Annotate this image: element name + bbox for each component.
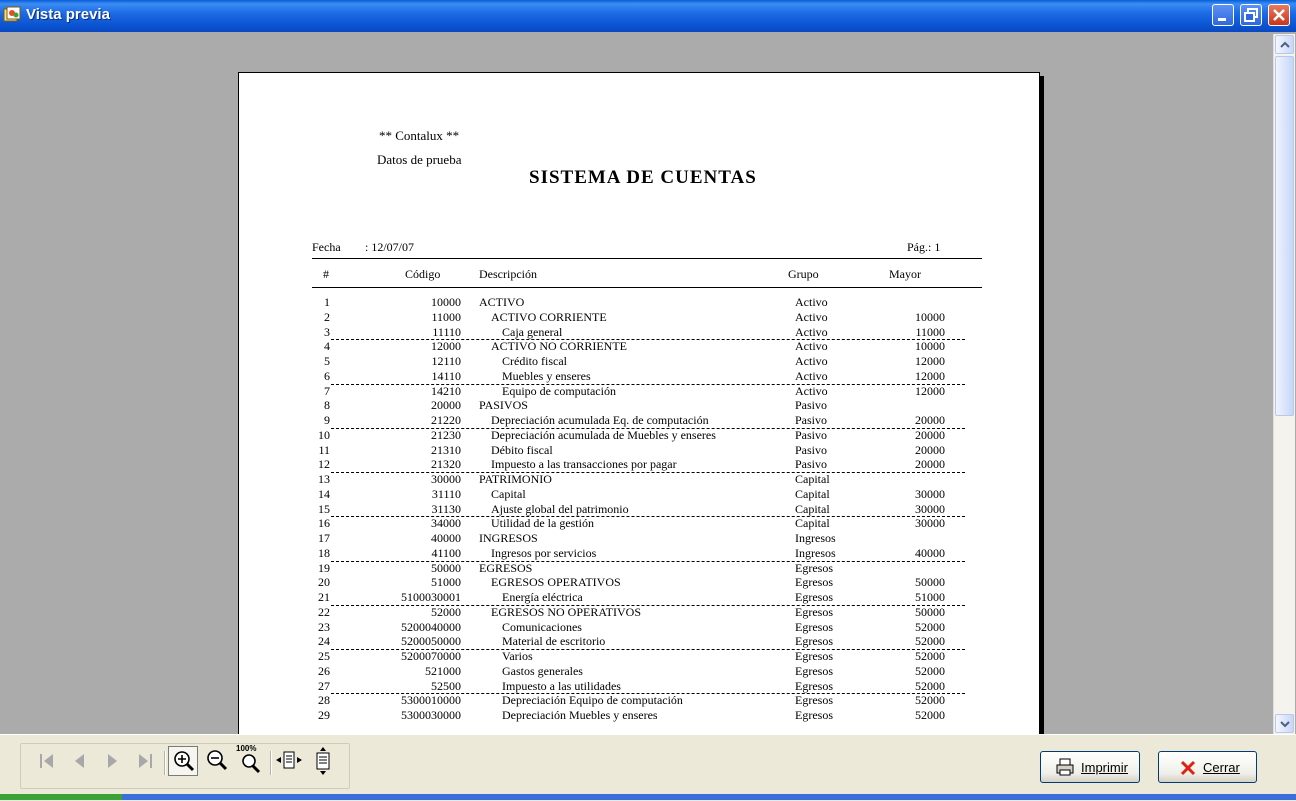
restore-icon	[1241, 5, 1261, 25]
last-page-icon	[130, 746, 160, 776]
toolbar-separator	[270, 751, 272, 775]
table-row	[239, 369, 1039, 384]
next-page-button[interactable]	[98, 746, 128, 776]
row-num: 26	[318, 663, 330, 678]
row-descripcion: Capital	[491, 486, 526, 501]
row-descripcion: Depreciación Equipo de computación	[502, 693, 683, 708]
row-descripcion: Ajuste global del patrimonio	[491, 501, 629, 516]
page-number: Pág.: 1	[907, 240, 941, 254]
table-row	[239, 354, 1039, 369]
row-grupo: Pasivo	[795, 413, 828, 427]
table-row	[239, 693, 1039, 708]
row-num: 15	[318, 501, 330, 516]
row-codigo: 5300010000	[401, 693, 461, 708]
table-row	[239, 590, 1039, 605]
previous-page-icon	[64, 746, 94, 776]
preview-area[interactable]	[0, 32, 1296, 734]
row-num: 11	[318, 442, 330, 457]
row-grupo: Activo	[795, 339, 828, 354]
row-num: 23	[318, 619, 330, 634]
row-descripcion: Depreciación Muebles y enseres	[502, 708, 658, 722]
row-descripcion: Depreciación acumulada de Muebles y enseres	[491, 427, 716, 442]
start-strip	[0, 794, 122, 800]
row-codigo: 40000	[431, 531, 461, 545]
row-grupo: Capital	[795, 501, 830, 516]
row-mayor: 52000	[915, 634, 945, 649]
table-row	[239, 649, 1039, 664]
row-grupo: Pasivo	[795, 442, 828, 457]
row-grupo: Activo	[795, 309, 828, 324]
row-codigo: 34000	[431, 516, 461, 531]
row-mayor: 52000	[915, 708, 945, 722]
zoom-100-button[interactable]	[236, 746, 266, 776]
window-title: Vista previa	[26, 6, 110, 23]
minimize-icon	[1213, 5, 1233, 25]
row-codigo: 21320	[431, 457, 461, 472]
row-grupo: Egresos	[795, 663, 833, 678]
table-row	[239, 413, 1039, 428]
row-grupo: Pasivo	[795, 398, 828, 413]
row-descripcion: Ingresos por servicios	[491, 545, 597, 560]
row-codigo: 11110	[432, 324, 461, 339]
row-codigo: 5300030000	[401, 708, 461, 722]
row-num: 1	[324, 295, 330, 309]
row-num: 12	[318, 457, 330, 472]
row-grupo: Capital	[795, 472, 830, 486]
row-codigo: 521000	[425, 663, 461, 678]
zoom-out-button[interactable]	[202, 746, 232, 776]
print-button[interactable]	[1040, 751, 1140, 783]
row-codigo: 5200070000	[401, 649, 461, 663]
table-row	[239, 605, 1039, 620]
row-grupo: Egresos	[795, 708, 833, 722]
vertical-scrollbar[interactable]	[1273, 34, 1295, 734]
date-label: Fecha	[312, 240, 341, 254]
row-num: 20	[318, 575, 330, 590]
row-grupo: Pasivo	[795, 457, 828, 472]
row-mayor: 11000	[915, 324, 945, 339]
row-descripcion: PATRIMONIO	[479, 472, 552, 486]
row-codigo: 20000	[431, 398, 461, 413]
row-mayor: 12000	[915, 368, 945, 383]
previous-page-button[interactable]	[64, 746, 94, 776]
row-grupo: Activo	[795, 295, 828, 309]
row-mayor: 52000	[915, 619, 945, 634]
row-num: 27	[318, 678, 330, 693]
row-codigo: 5100030001	[401, 590, 461, 604]
preview-toolbar	[0, 734, 1296, 801]
row-codigo: 52000	[431, 604, 461, 619]
row-codigo: 12110	[431, 354, 461, 368]
last-page-button[interactable]	[130, 746, 160, 776]
report-page	[238, 72, 1040, 734]
header-top-rule	[312, 258, 982, 259]
row-descripcion: Energía eléctrica	[502, 590, 583, 604]
row-descripcion: ACTIVO CORRIENTE	[491, 309, 607, 324]
column-header-num: #	[323, 267, 329, 281]
row-mayor: 30000	[915, 501, 945, 516]
column-header-mayor: Mayor	[889, 267, 921, 281]
row-num: 28	[318, 693, 330, 708]
zoom-100-label: 100%	[236, 744, 257, 753]
row-mayor: 50000	[915, 575, 945, 590]
row-grupo: Egresos	[795, 619, 833, 634]
row-num: 4	[324, 339, 330, 354]
row-descripcion: Gastos generales	[502, 663, 583, 678]
row-codigo: 50000	[431, 560, 461, 575]
row-descripcion: INGRESOS	[479, 531, 538, 545]
column-header-descripcion: Descripción	[479, 267, 537, 281]
fit-height-button[interactable]	[308, 746, 338, 776]
table-row	[239, 546, 1039, 561]
zoom-in-button[interactable]	[168, 746, 198, 776]
row-grupo: Capital	[795, 516, 830, 531]
table-row	[239, 487, 1039, 502]
column-header-grupo: Grupo	[788, 267, 819, 281]
row-grupo: Egresos	[795, 649, 833, 663]
row-num: 25	[318, 649, 330, 663]
row-num: 9	[324, 413, 330, 427]
header-bottom-rule	[312, 287, 982, 288]
table-row	[239, 384, 1039, 399]
row-descripcion: Débito fiscal	[491, 442, 553, 457]
row-descripcion: EGRESOS OPERATIVOS	[491, 575, 621, 590]
report-title: SISTEMA DE CUENTAS	[529, 167, 757, 188]
title-bar[interactable]	[0, 0, 1296, 32]
scroll-thumb[interactable]	[1275, 56, 1294, 416]
close-button[interactable]	[1158, 751, 1257, 783]
toolbar-separator	[164, 751, 166, 775]
row-grupo: Ingresos	[795, 545, 836, 560]
row-mayor: 10000	[915, 339, 945, 354]
row-descripcion: EGRESOS NO OPERATIVOS	[491, 604, 642, 619]
minimize-button[interactable]	[1212, 4, 1234, 26]
row-grupo: Capital	[795, 486, 830, 501]
table-row	[239, 428, 1039, 443]
row-descripcion: ACTIVO NO CORRIENTE	[491, 339, 627, 354]
row-num: 19	[318, 560, 330, 575]
row-codigo: 14110	[431, 368, 461, 383]
table-row	[239, 708, 1039, 723]
row-grupo: Egresos	[795, 678, 833, 693]
first-page-icon	[32, 746, 62, 776]
zoom-out-icon	[202, 746, 232, 776]
company-name: ** Contalux **	[379, 128, 460, 143]
next-page-icon	[98, 746, 128, 776]
row-mayor: 52000	[915, 693, 945, 708]
row-num: 22	[318, 604, 330, 619]
fit-height-icon	[308, 746, 338, 776]
row-codigo: 5200040000	[401, 619, 461, 634]
table-row	[239, 679, 1039, 694]
row-grupo: Activo	[795, 368, 828, 383]
table-row	[239, 398, 1039, 413]
row-num: 13	[318, 472, 330, 486]
row-descripcion: Varios	[502, 649, 533, 663]
close-icon	[1269, 5, 1289, 25]
row-codigo: 30000	[431, 472, 461, 486]
row-grupo: Egresos	[795, 560, 833, 575]
row-descripcion: Material de escritorio	[502, 634, 606, 649]
row-mayor: 40000	[915, 545, 945, 560]
table-row	[239, 620, 1039, 635]
row-num: 16	[318, 516, 330, 531]
row-codigo: 31130	[431, 501, 461, 516]
row-descripcion: Impuesto a las utilidades	[502, 678, 621, 693]
fit-width-icon	[274, 746, 304, 776]
taskbar-strip	[0, 794, 1296, 800]
row-num: 14	[318, 486, 330, 501]
row-descripcion: Muebles y enseres	[502, 368, 591, 383]
row-mayor: 20000	[915, 413, 945, 427]
row-mayor: 10000	[915, 309, 945, 324]
zoom-in-icon	[169, 747, 199, 777]
row-descripcion: Equipo de computación	[502, 383, 616, 398]
table-row	[239, 502, 1039, 517]
row-descripcion: Comunicaciones	[502, 619, 582, 634]
restore-button[interactable]	[1240, 4, 1262, 26]
date-value: : 12/07/07	[365, 240, 415, 254]
table-row	[239, 325, 1039, 340]
row-num: 5	[324, 354, 330, 368]
row-num: 24	[318, 634, 330, 649]
scroll-down-button[interactable]	[1275, 714, 1294, 733]
accounts-table	[239, 295, 1039, 723]
first-page-button[interactable]	[32, 746, 62, 776]
row-mayor: 52000	[915, 649, 945, 663]
row-num: 29	[318, 708, 330, 722]
table-row	[239, 472, 1039, 487]
table-row	[239, 516, 1039, 531]
row-descripcion: EGRESOS	[479, 560, 533, 575]
row-codigo: 10000	[431, 295, 461, 309]
row-mayor: 52000	[915, 663, 945, 678]
arrow-down-icon	[1280, 720, 1290, 728]
row-num: 8	[324, 398, 330, 413]
table-row	[239, 561, 1039, 576]
row-mayor: 30000	[915, 516, 945, 531]
row-descripcion: Depreciación acumulada Eq. de computación	[491, 413, 709, 427]
row-mayor: 12000	[915, 383, 945, 398]
row-descripcion: Utilidad de la gestión	[491, 516, 594, 531]
table-row	[239, 457, 1039, 472]
row-num: 2	[324, 309, 330, 324]
printer-icon	[1055, 757, 1075, 777]
row-num: 21	[318, 590, 330, 604]
table-row	[239, 531, 1039, 546]
row-grupo: Egresos	[795, 604, 833, 619]
app-icon	[3, 6, 21, 24]
table-row	[239, 443, 1039, 458]
close-window-button[interactable]	[1268, 4, 1290, 26]
row-grupo: Egresos	[795, 693, 833, 708]
row-codigo: 41100	[431, 545, 461, 560]
row-mayor: 30000	[915, 486, 945, 501]
row-mayor: 52000	[915, 678, 945, 693]
column-header-codigo: Código	[405, 267, 441, 281]
table-row	[239, 664, 1039, 679]
row-descripcion: Caja general	[502, 324, 563, 339]
row-grupo: Egresos	[795, 575, 833, 590]
row-descripcion: PASIVOS	[479, 398, 528, 413]
table-row	[239, 339, 1039, 354]
dataset-name: Datos de prueba	[377, 152, 462, 167]
row-num: 6	[324, 368, 330, 383]
row-mayor: 20000	[915, 442, 945, 457]
row-grupo: Pasivo	[795, 427, 828, 442]
row-codigo: 21230	[431, 427, 461, 442]
row-codigo: 12000	[431, 339, 461, 354]
row-codigo: 51000	[431, 575, 461, 590]
table-row	[239, 295, 1039, 310]
row-grupo: Activo	[795, 324, 828, 339]
row-grupo: Activo	[795, 354, 828, 368]
close-x-icon	[1179, 759, 1197, 777]
row-mayor: 51000	[915, 590, 945, 604]
row-codigo: 14210	[431, 383, 461, 398]
row-codigo: 21310	[431, 442, 461, 457]
arrow-up-icon	[1280, 41, 1290, 49]
fit-width-button[interactable]	[274, 746, 304, 776]
row-mayor: 12000	[915, 354, 945, 368]
row-descripcion: ACTIVO	[479, 295, 525, 309]
close-button-label: Cerrar	[1203, 760, 1240, 775]
row-grupo: Egresos	[795, 590, 833, 604]
row-num: 17	[318, 531, 330, 545]
row-codigo: 52500	[431, 678, 461, 693]
row-num: 10	[318, 427, 330, 442]
row-num: 7	[324, 383, 330, 398]
table-row	[239, 634, 1039, 649]
print-button-label: Imprimir	[1081, 760, 1128, 775]
row-descripcion: Impuesto a las transacciones por pagar	[491, 457, 677, 472]
row-mayor: 50000	[915, 604, 945, 619]
row-num: 18	[318, 545, 330, 560]
row-grupo: Activo	[795, 383, 828, 398]
row-codigo: 11000	[431, 309, 461, 324]
table-row	[239, 575, 1039, 590]
row-mayor: 20000	[915, 457, 945, 472]
row-codigo: 21220	[431, 413, 461, 427]
table-row	[239, 310, 1039, 325]
row-grupo: Egresos	[795, 634, 833, 649]
scroll-up-button[interactable]	[1275, 35, 1294, 54]
row-mayor: 20000	[915, 427, 945, 442]
row-grupo: Ingresos	[795, 531, 836, 545]
row-num: 3	[324, 324, 330, 339]
row-codigo: 5200050000	[401, 634, 461, 649]
row-codigo: 31110	[431, 486, 461, 501]
row-descripcion: Crédito fiscal	[502, 354, 567, 368]
